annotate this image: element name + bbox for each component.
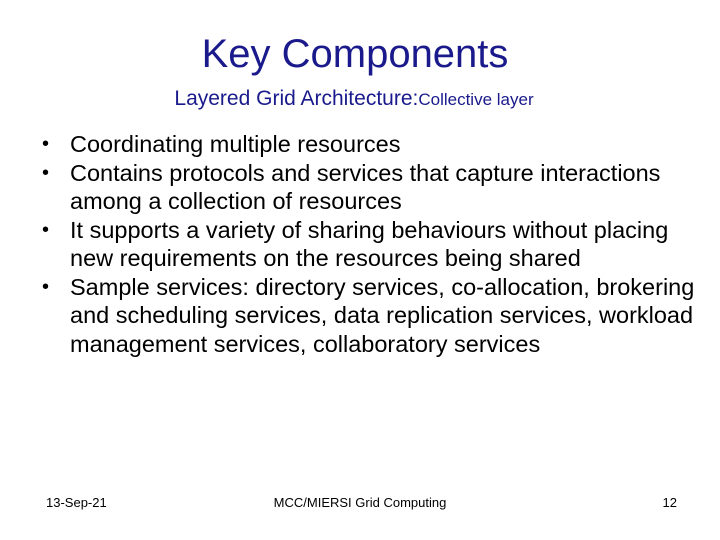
footer-date: 13-Sep-21 [46, 495, 107, 510]
bullet-text: Contains protocols and services that capture interactions among a collection of resources [70, 159, 661, 214]
bullet-marker: • [42, 275, 50, 298]
bullet-item [42, 130, 702, 159]
bullet-marker: • [42, 218, 50, 241]
slide-title: Key Components [201, 32, 509, 76]
bullet-text: Coordinating multiple resources [70, 131, 401, 157]
page-number: 12 [662, 495, 677, 510]
slide-subtitle [0, 86, 708, 113]
footer-title: MCC/MIERSI Grid Computing [273, 495, 447, 510]
bullet-text: Sample services: directory services, co-allocation, brokering and scheduling services, data replication services, workload management services, collaboratory services [70, 273, 695, 357]
bullet-text: It supports a variety of sharing behaviours without placing new requirements on the resources being shared [70, 216, 669, 271]
bullet-list [42, 130, 702, 358]
bullet-marker: • [42, 161, 50, 184]
bullet-item [42, 273, 702, 359]
bullet-item [42, 216, 702, 273]
bullet-marker: • [42, 133, 50, 155]
subtitle-main: Layered Grid Architecture: [174, 87, 419, 110]
subtitle-small: Collective layer [418, 90, 534, 109]
bullet-item [42, 159, 702, 216]
